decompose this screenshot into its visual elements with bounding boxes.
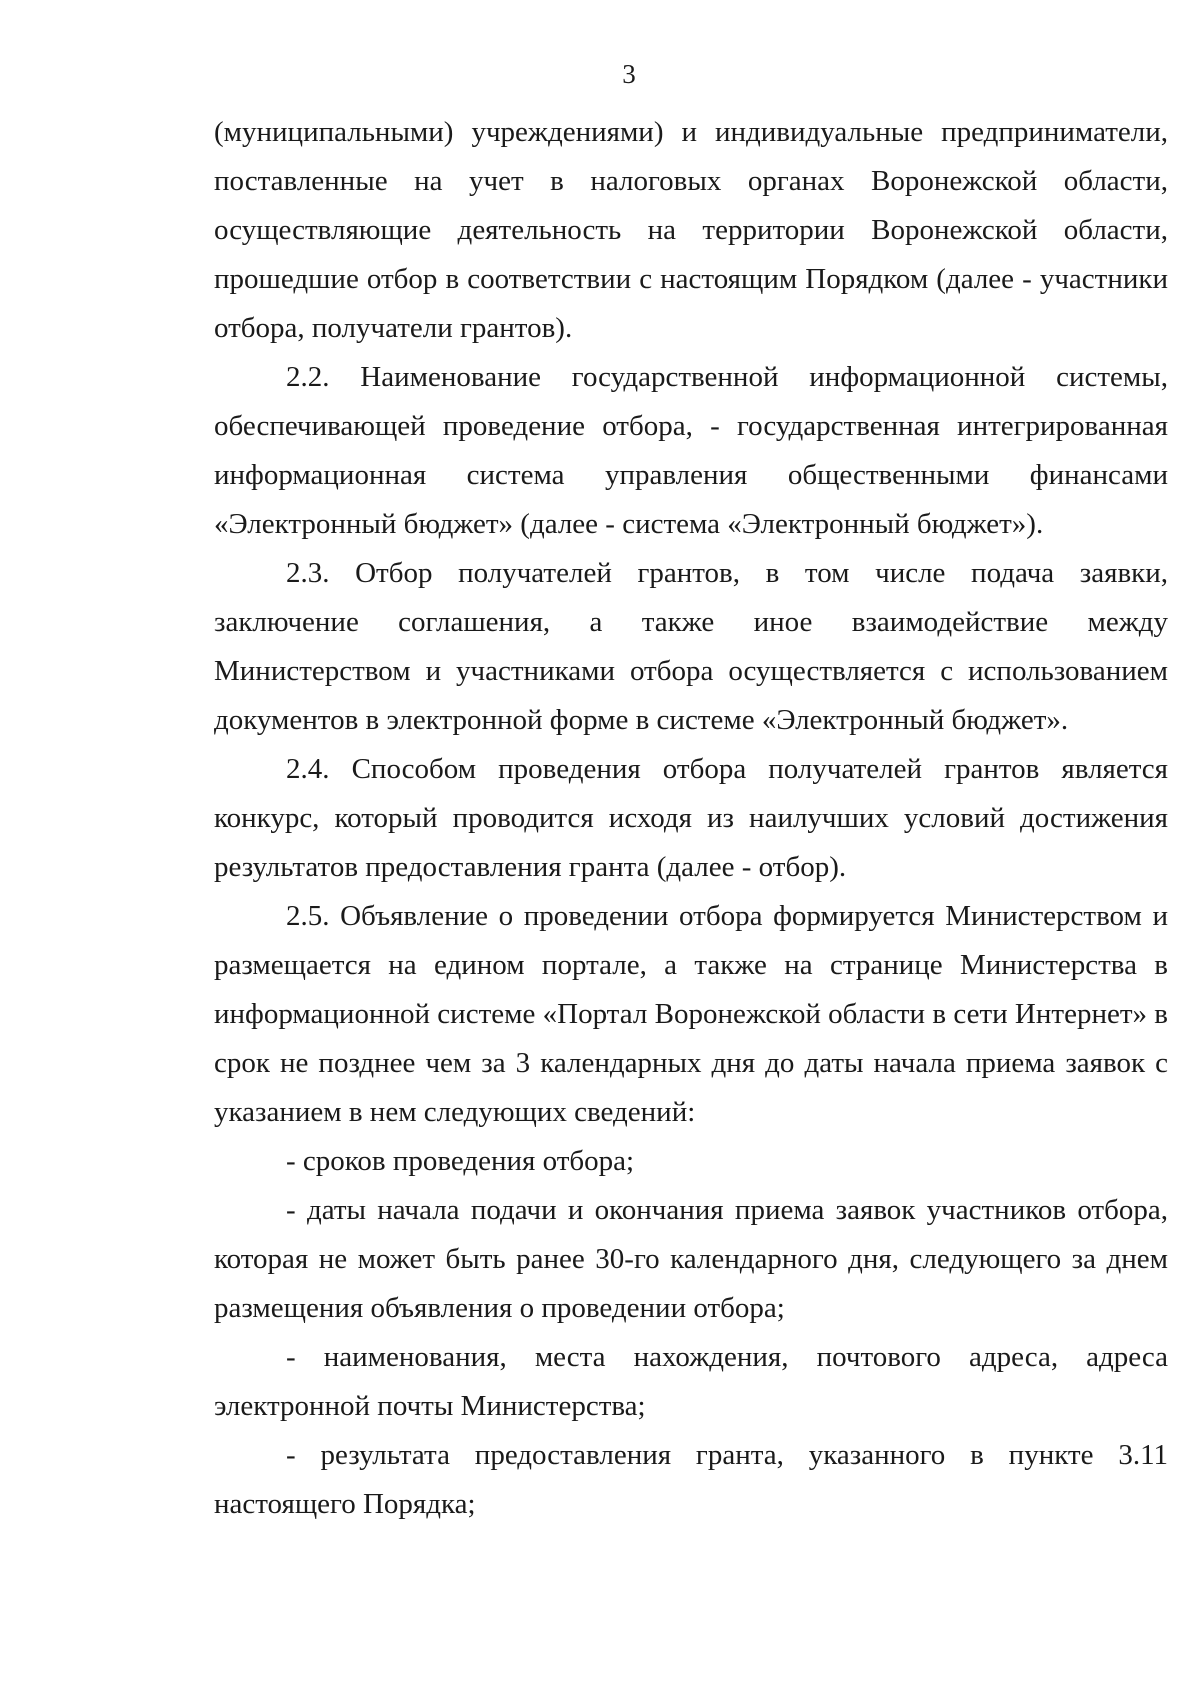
paragraph-2-4: 2.4. Способом проведения отбора получателей грантов является конкурс, который проводится исходя из наилучших условий достижения результатов предоставления гранта (далее - отбор).: [214, 753, 1168, 883]
list-item-dates: - даты начала подачи и окончания приема заявок участников отбора, которая не может быть ранее 30-го календарного дня, следующего за днем размещения объявления о проведении отбора;: [214, 1194, 1168, 1324]
list-item-result: - результата предоставления гранта, указанного в пункте 3.11 настоящего Порядка;: [214, 1439, 1168, 1520]
list-item-terms: - сроков проведения отбора;: [286, 1145, 635, 1177]
document-body: [214, 108, 1168, 1529]
paragraph-continuation: (муниципальными) учреждениями) и индивидуальные предприниматели, поставленные на учет в налоговых органах Воронежской области, осуществляющие деятельность на территории Воронежской области, прошедшие отбор в соответствии с настоящим Порядком (далее - участники отбора, получатели грантов).: [214, 116, 1168, 344]
page-number: 3: [622, 59, 636, 89]
paragraph-2-3: 2.3. Отбор получателей грантов, в том числе подача заявки, заключение соглашения, а также иное взаимодействие между Министерством и участниками отбора осуществляется с использованием документов в электронной форме в системе «Электронный бюджет».: [214, 557, 1168, 736]
paragraph-2-2: 2.2. Наименование государственной информационной системы, обеспечивающей проведение отбора, - государственная интегрированная информационная система управления общественными финансами «Электронный бюджет» (далее - система «Электронный бюджет»).: [214, 361, 1168, 540]
list-item-contacts: - наименования, места нахождения, почтового адреса, адреса электронной почты Министерства;: [214, 1341, 1168, 1422]
paragraph-2-5: 2.5. Объявление о проведении отбора формируется Министерством и размещается на едином портале, а также на странице Министерства в информационной системе «Портал Воронежской области в сети Интернет» в срок не позднее чем за 3 календарных дня до даты начала приема заявок с указанием в нем следующих сведений:: [214, 900, 1168, 1128]
